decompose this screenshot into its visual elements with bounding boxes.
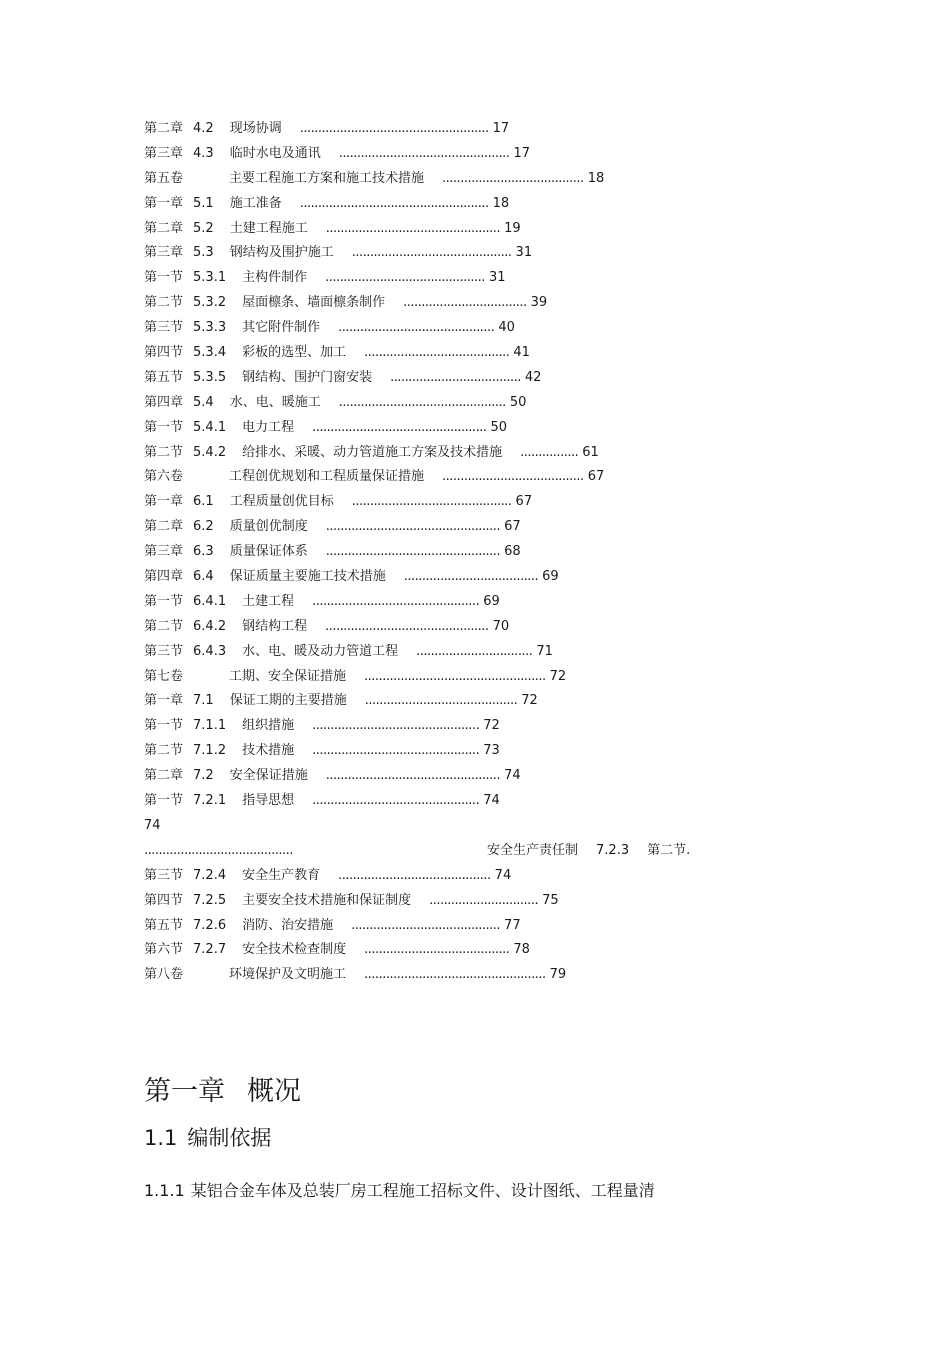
toc-entry-number: 5.3.3 (193, 320, 227, 336)
toc-entry-label: 第七卷 (144, 668, 184, 684)
toc-entry-leader: ........................................ (364, 345, 510, 361)
toc-entry-page: 18 (587, 170, 605, 186)
toc-entry-page: 73 (483, 743, 500, 759)
toc-entry-leader: ............................................ (325, 270, 485, 286)
toc-entry[interactable] (144, 568, 764, 593)
toc-entry-leader: ............................................. (325, 618, 489, 634)
toc-entry-number: 7.1 (193, 693, 214, 709)
toc-entry-label: 第三章 (144, 145, 184, 161)
toc-entry[interactable] (144, 170, 764, 195)
toc-entry-title: 主要安全技术措施和保证制度 (242, 892, 412, 908)
toc-entry[interactable] (144, 444, 764, 469)
toc-entry-title: 质量保证体系 (229, 544, 308, 560)
toc-entry-leader: .............................................. (312, 593, 480, 609)
toc-broken-right (487, 842, 708, 860)
toc-entry-page: 17 (513, 145, 530, 161)
toc-entry-number: 4.3 (193, 145, 214, 161)
toc-entry-title: 安全生产责任制 (487, 842, 579, 858)
toc-entry-number: 7.2.1 (193, 793, 227, 809)
toc-entry-number: 7.1.2 (193, 743, 227, 759)
toc-entry-label: 第二章 (144, 220, 184, 236)
toc-entry-title: 水、电、暖及动力管道工程 (242, 643, 399, 659)
toc-entry-page: 67 (504, 519, 521, 535)
section-number: 1.1 (144, 1126, 178, 1150)
toc-entry-page: 19 (504, 220, 521, 236)
toc-entry-title: 组织措施 (242, 718, 295, 734)
toc-entry-page: 75 (542, 892, 559, 908)
toc-entry-page: 69 (542, 569, 559, 585)
toc-entry-number: 5.3.2 (193, 295, 227, 311)
toc-entry-label: 第一章 (144, 693, 184, 709)
toc-entry-leader: .............................................. (312, 718, 480, 734)
subsection-text: 某铝合金车体及总装厂房工程施工招标文件、设计图纸、工程量清 (190, 1181, 655, 1200)
toc-entry-label: 第四章 (144, 569, 184, 585)
toc-entry[interactable] (144, 941, 764, 966)
toc-entry[interactable] (144, 543, 764, 568)
toc-entry-label: 第六卷 (144, 469, 184, 485)
toc-entry-leader: .................................................. (364, 668, 546, 684)
toc-entry-number: 6.2 (193, 519, 214, 535)
subsection-number: 1.1.1 (144, 1181, 185, 1200)
toc-entry[interactable] (144, 867, 764, 892)
section-title: 编制依据 (187, 1126, 272, 1150)
toc-entry-title: 电力工程 (242, 419, 295, 435)
toc-entry-title: 安全保证措施 (229, 768, 308, 784)
toc-entry-leader: ................................................ (325, 544, 501, 560)
toc-entry-page: 72 (521, 693, 538, 709)
toc-entry-label: 第三节 (144, 320, 184, 336)
toc-entry-title: 施工准备 (229, 195, 282, 211)
toc-entry-page: 18 (492, 195, 510, 211)
toc-entry-title: 屋面檩条、墙面檩条制作 (242, 295, 386, 311)
toc-entry-leader: ................ (520, 444, 579, 460)
toc-entry-label: 第二节 (144, 295, 184, 311)
toc-entry-leader: ................................ (416, 643, 533, 659)
toc-entry-leader: ................................................ (325, 519, 501, 535)
toc-entry[interactable] (144, 767, 764, 792)
toc-entry[interactable] (144, 792, 764, 817)
toc-entry-page: 40 (498, 320, 515, 336)
toc-entry-number: 6.3 (193, 544, 214, 560)
toc-entry[interactable] (144, 394, 764, 419)
toc-entry-leader: .................................... (390, 369, 521, 385)
toc-entry-leader: .................................. (403, 295, 527, 311)
toc-entry-number: 7.2.3 (596, 842, 630, 858)
toc-entry-leader: .................................................. (364, 967, 546, 983)
toc-entry-label: 第八卷 (144, 967, 184, 983)
toc-entry-number: 5.3 (193, 245, 214, 261)
toc-entry-label: 第一节 (144, 593, 184, 609)
toc-broken-entry[interactable] (144, 842, 764, 867)
toc-entry[interactable] (144, 319, 764, 344)
toc-entry-label: 第三章 (144, 544, 184, 560)
toc-entry-label: 第三节 (144, 867, 184, 883)
toc-entry-page: 42 (524, 369, 542, 385)
toc-entry[interactable] (144, 892, 764, 917)
toc-entry-label: 第二节 (144, 618, 184, 634)
toc-entry-label: 第三章 (144, 245, 184, 261)
toc-entry[interactable] (144, 643, 764, 668)
toc-entry-label: 第二节. (647, 842, 691, 858)
toc-entry-page: 31 (515, 245, 533, 261)
toc-entry-label: 第一节 (144, 793, 184, 809)
toc-entry-label: 第一节 (144, 270, 184, 286)
toc-entry[interactable] (144, 692, 764, 717)
toc-entry[interactable] (144, 717, 764, 742)
toc-entry-page: 70 (492, 618, 510, 634)
toc-entry-title: 指导思想 (242, 793, 295, 809)
toc-entry-leader: .............................. (429, 892, 539, 908)
toc-entry-number: 5.3.4 (193, 345, 227, 361)
toc-entry-label: 第二章 (144, 519, 184, 535)
toc-entry-leader: ......................................... (144, 842, 293, 858)
toc-entry-leader: ................................................ (325, 220, 501, 236)
toc-entry[interactable] (144, 468, 764, 493)
toc-entry-leader: ................................................ (312, 419, 487, 435)
toc-entry-title: 临时水电及通讯 (229, 145, 321, 161)
toc-entry-title: 安全生产教育 (242, 867, 321, 883)
toc-entry-leader: .......................................... (364, 693, 518, 709)
toc-entry-title: 保证工期的主要措施 (229, 693, 347, 709)
toc-entry-title: 水、电、暖施工 (229, 394, 321, 410)
toc-entry-leader: ......................................... (351, 917, 501, 933)
toc-entry-title: 现场协调 (229, 121, 282, 136)
toc-entry[interactable] (144, 145, 764, 170)
toc-entry-page: 67 (587, 469, 605, 485)
toc-entry-leader: ..................................... (403, 569, 539, 585)
chapter-label: 第一章 (144, 1076, 225, 1107)
toc-entry[interactable] (144, 668, 764, 693)
toc-entry-title: 主要工程施工方案和施工技术措施 (229, 170, 425, 186)
toc-entry-page: 17 (492, 121, 510, 136)
toc-entry-title: 工期、安全保证措施 (229, 668, 347, 684)
toc-entry-number: 6.4.3 (193, 643, 227, 659)
toc-entry-leader: ....................................... (442, 469, 584, 485)
toc-entry-label: 第一节 (144, 718, 184, 734)
toc-entry-title: 主构件制作 (242, 270, 308, 286)
toc-entry-title: 技术措施 (242, 743, 295, 759)
toc-entry-label: 第六节 (144, 942, 184, 958)
toc-entry-label: 第二节 (144, 444, 184, 460)
toc-entry-page: 50 (490, 419, 508, 435)
toc-entry-label: 第二节 (144, 743, 184, 759)
toc-entry-title: 给排水、采暖、动力管道施工方案及技术措施 (242, 444, 503, 460)
toc-entry[interactable] (144, 294, 764, 319)
toc-entry[interactable] (144, 742, 764, 767)
toc-entry-label: 第一节 (144, 419, 184, 435)
chapter-heading (144, 1072, 301, 1112)
toc-entry-title: 保证质量主要施工技术措施 (229, 569, 386, 585)
toc-entry[interactable] (144, 618, 764, 643)
toc-entry-page: 74 (504, 768, 521, 784)
toc-entry-number: 5.2 (193, 220, 214, 236)
toc-entry[interactable] (144, 244, 764, 269)
toc-entry[interactable] (144, 917, 764, 942)
toc-entry-title: 彩板的选型、加工 (242, 345, 347, 361)
toc-entry-number: 5.4.1 (193, 419, 227, 435)
toc-entry-number: 6.4.2 (193, 618, 227, 634)
toc-entry[interactable] (144, 344, 764, 369)
toc-entry-page: 68 (504, 544, 521, 560)
toc-entry-label: 第四节 (144, 892, 184, 908)
section-heading (144, 1122, 271, 1154)
toc-entry-leader: .............................................. (312, 793, 480, 809)
toc-entry-number: 7.2 (193, 768, 214, 784)
toc-entry-label: 第二章 (144, 121, 184, 136)
toc-entry-page: 72 (549, 668, 567, 684)
toc-entry[interactable] (144, 220, 764, 245)
table-of-contents (144, 120, 764, 991)
toc-entry-page: 72 (483, 718, 500, 734)
toc-entry-page: 31 (488, 270, 506, 286)
toc-entry-number: 7.2.6 (193, 917, 227, 933)
toc-entry[interactable] (144, 518, 764, 543)
toc-entry-page: 74 (494, 867, 512, 883)
toc-entry-label: 第一章 (144, 195, 184, 211)
toc-entry-page: 79 (549, 967, 567, 983)
toc-entry-leader: ............................................ (351, 494, 512, 510)
toc-entry-page: 74 (483, 793, 500, 809)
toc-entry-title: 消防、治安措施 (242, 917, 334, 933)
toc-entry-leader: ....................................... (442, 170, 584, 186)
toc-entry-label: 第五节 (144, 369, 184, 385)
toc-entry-leader: ........................................... (338, 320, 495, 336)
toc-entry-number: 6.1 (193, 494, 214, 510)
toc-entry[interactable] (144, 120, 764, 145)
toc-entry-number: 6.4 (193, 569, 214, 585)
toc-entry[interactable] (144, 966, 764, 991)
toc-entry-title: 工程质量创优目标 (229, 494, 334, 510)
toc-entry-number: 5.3.1 (193, 270, 227, 286)
toc-entry-label: 第五卷 (144, 170, 184, 186)
toc-entry-title: 土建工程施工 (229, 220, 308, 236)
toc-entry-number: 6.4.1 (193, 593, 227, 609)
toc-entry-title: 其它附件制作 (242, 320, 321, 336)
toc-entry-leader: .......................................... (338, 867, 491, 883)
toc-entry[interactable] (144, 269, 764, 294)
toc-entry-page: 61 (582, 444, 599, 460)
toc-entry-title: 环境保护及文明施工 (229, 967, 347, 983)
toc-entry-title: 土建工程 (242, 593, 295, 609)
toc-entry-page: 41 (513, 345, 530, 361)
toc-entry-leader: .............................................. (312, 743, 480, 759)
toc-entry-leader: ............................................... (338, 145, 510, 161)
toc-entry-leader: ........................................ (364, 942, 510, 958)
toc-entry-number: 5.3.5 (193, 369, 227, 385)
toc-entry-page: 71 (536, 643, 553, 659)
toc-entry-number: 5.1 (193, 195, 214, 211)
toc-entry-page: 69 (483, 593, 500, 609)
toc-entry-label: 第四节 (144, 345, 184, 361)
toc-entry-leader: .................................................... (299, 195, 489, 211)
toc-entry-page: 74 (144, 817, 161, 833)
toc-entry-leader: ............................................ (351, 245, 512, 261)
toc-entry[interactable] (144, 419, 764, 444)
toc-entry-label: 第二章 (144, 768, 184, 784)
toc-entry-number: 7.2.7 (193, 942, 227, 958)
toc-entry-label: 第四章 (144, 394, 184, 410)
toc-entry-title: 工程创优规划和工程质量保证措施 (229, 469, 425, 485)
toc-entry-page: 67 (515, 494, 533, 510)
toc-entry-title: 钢结构、围护门窗安装 (242, 369, 373, 385)
toc-entry-title: 钢结构工程 (242, 618, 308, 634)
toc-entry-label: 第一章 (144, 494, 184, 510)
toc-entry-page: 78 (513, 942, 530, 958)
toc-broken-page (144, 817, 764, 842)
toc-entry-number: 5.4 (193, 394, 214, 410)
toc-entry-number: 4.2 (193, 121, 214, 136)
toc-entry-title: 钢结构及围护施工 (229, 245, 334, 261)
toc-entry[interactable] (144, 593, 764, 618)
toc-entry-page: 50 (509, 394, 527, 410)
toc-entry-leader: .................................................... (299, 121, 489, 136)
chapter-title: 概况 (247, 1076, 301, 1107)
toc-entry-number: 7.1.1 (193, 718, 227, 734)
toc-entry-number: 5.4.2 (193, 444, 227, 460)
toc-entry[interactable] (144, 369, 764, 394)
toc-entry-title: 安全技术检查制度 (242, 942, 347, 958)
toc-entry-number: 7.2.5 (193, 892, 227, 908)
toc-entry-page: 39 (530, 295, 548, 311)
subsection-paragraph (144, 1178, 655, 1204)
toc-entry[interactable] (144, 493, 764, 518)
toc-entry-label: 第五节 (144, 917, 184, 933)
toc-entry-label: 第三节 (144, 643, 184, 659)
toc-entry-number: 7.2.4 (193, 867, 227, 883)
toc-entry[interactable] (144, 195, 764, 220)
toc-entry-page: 77 (504, 917, 521, 933)
toc-entry-title: 质量创优制度 (229, 519, 308, 535)
toc-entry-leader: .............................................. (338, 394, 506, 410)
toc-entry-leader: ................................................ (325, 768, 501, 784)
